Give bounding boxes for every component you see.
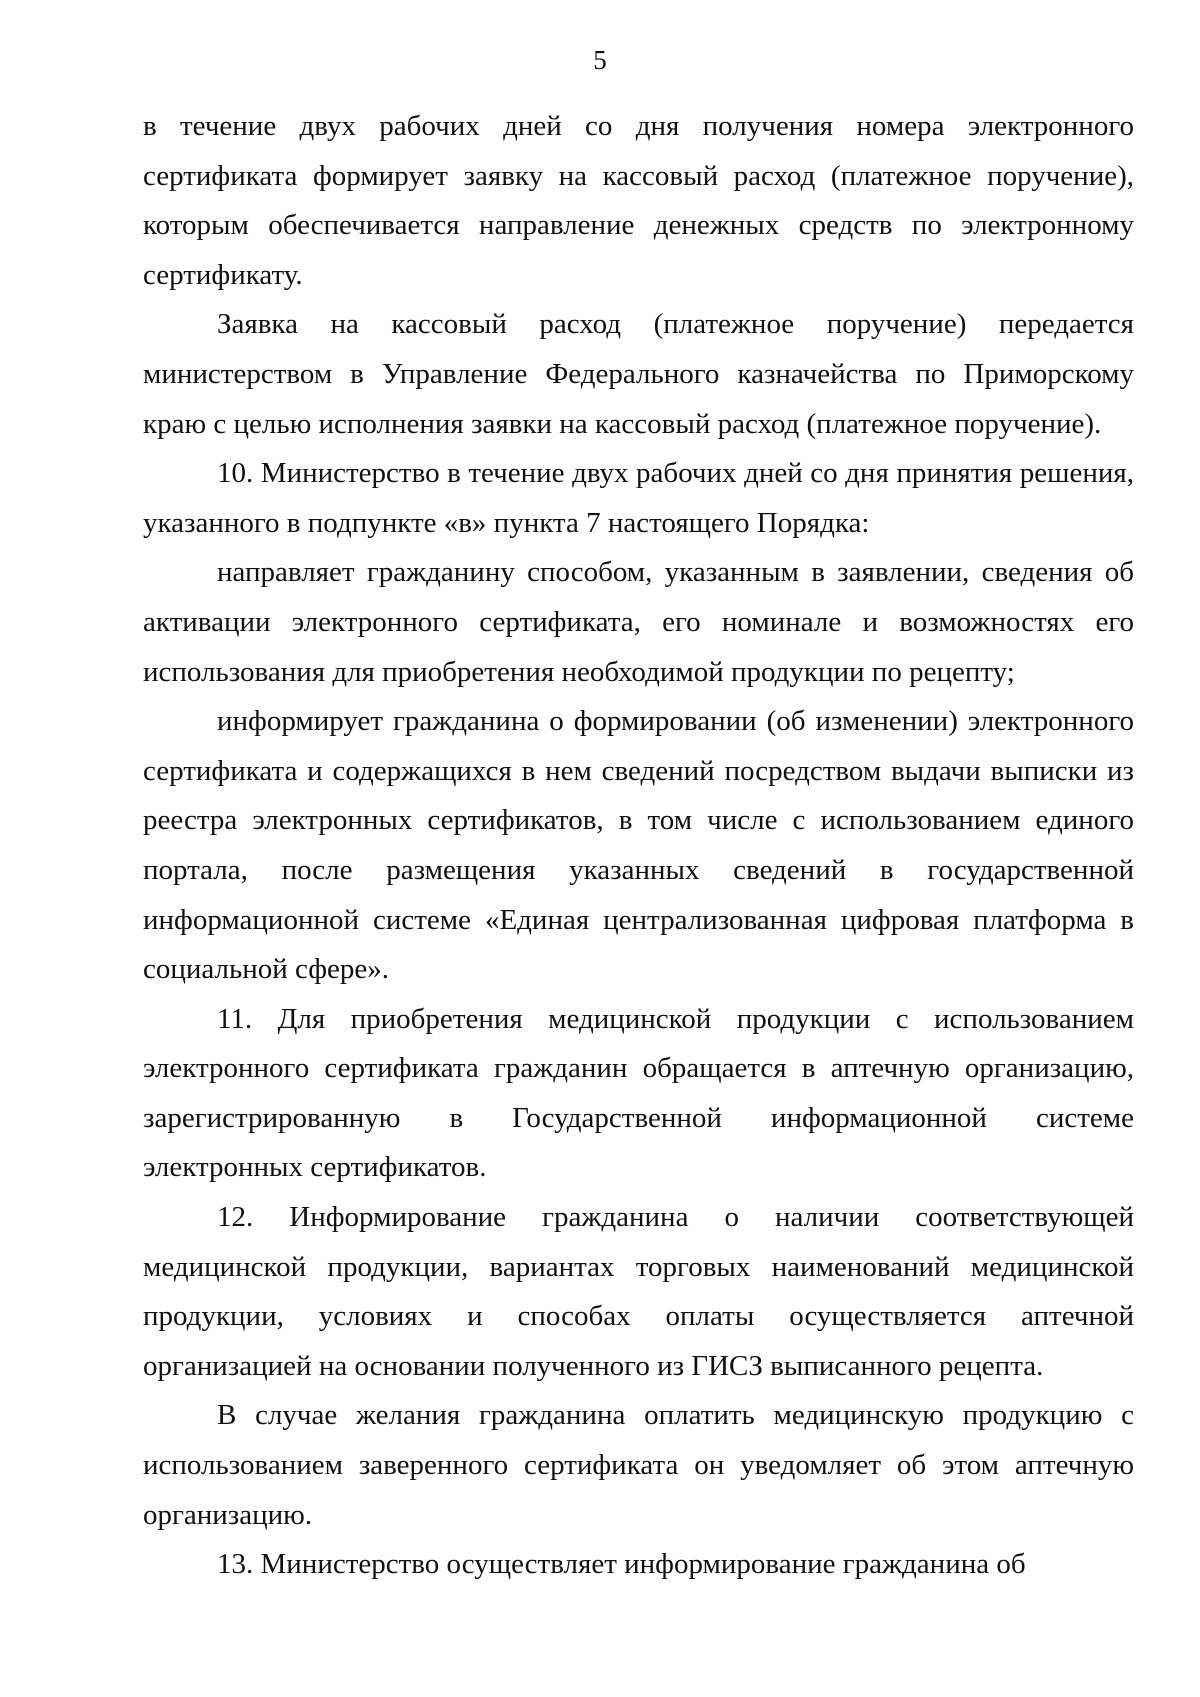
- paragraph-item-10-send-info: направляет гражданину способом, указанным в заявлении, сведения об активации электронного сертификата, его номинале и возможностях его использования для приобретения необходимой продукции по рецепту;: [143, 556, 1134, 688]
- paragraph-item-10: 10. Министерство в течение двух рабочих дней со дня принятия решения, указанного в подпункте «в» пункта 7 настоящего Порядка:: [143, 457, 1134, 539]
- paragraph-payment-order: Заявка на кассовый расход (платежное поручение) передается министерством в Управление Федерального казначейства по Приморскому краю с целью исполнения заявки на кассовый расход (платежное поручение).: [143, 308, 1134, 440]
- paragraph-item-12: 12. Информирование гражданина о наличии соответствующей медицинской продукции, вариантах торговых наименований медицинской продукции, условиях и способах оплаты осуществляется аптечной организацией на основании полученного из ГИСЗ выписанного рецепта.: [143, 1201, 1134, 1382]
- paragraph-item-10-inform: информирует гражданина о формировании (об изменении) электронного сертификата и содержащихся в нем сведений посредством выдачи выписки из реестра электронных сертификатов, в том числе с использованием единого портала, после размещения указанных сведений в государственной информационной системе «Единая централизованная цифровая платформа в социальной сфере».: [143, 705, 1134, 986]
- paragraph-item-12-payment: В случае желания гражданина оплатить медицинскую продукцию с использованием заверенного сертификата он уведомляет об этом аптечную организацию.: [143, 1399, 1134, 1531]
- page-number: 5: [593, 45, 607, 75]
- paragraph-item-11: 11. Для приобретения медицинской продукции с использованием электронного сертификата гражданин обращается в аптечную организацию, зарегистрированную в Государственной информационной системе электронных сертификатов.: [143, 1002, 1134, 1184]
- paragraph-item-13: 13. Министерство осуществляет информирование гражданина об: [217, 1548, 1026, 1581]
- paragraph-continuation: в течение двух рабочих дней со дня получения номера электронного сертификата формирует заявку на кассовый расход (платежное поручение), которым обеспечивается направление денежных средств по электронному сертификату.: [143, 110, 1134, 291]
- document-body: [143, 102, 1134, 1590]
